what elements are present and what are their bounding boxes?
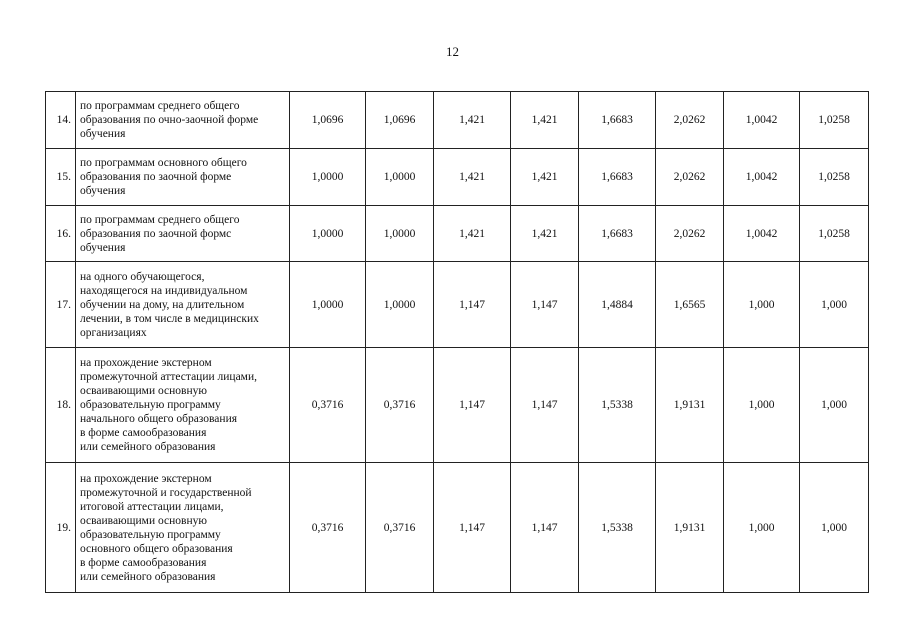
table-row — [46, 149, 869, 206]
row-description — [76, 92, 290, 149]
table-row — [46, 206, 869, 262]
row-description — [76, 463, 290, 593]
coefficient-cell: 1,5338 — [579, 463, 656, 593]
coefficient-cell: 2,0262 — [656, 149, 724, 206]
coefficient-cell: 1,421 — [511, 206, 579, 262]
coefficient-cell: 0,3716 — [290, 348, 366, 463]
coefficient-cell: 1,147 — [511, 463, 579, 593]
coefficient-cell: 0,3716 — [366, 348, 434, 463]
table-row — [46, 262, 869, 348]
description-line: на одного обучающегося, — [80, 270, 205, 283]
coefficient-cell: 1,0000 — [366, 262, 434, 348]
coefficient-cell: 1,147 — [434, 262, 511, 348]
coefficient-cell: 2,0262 — [656, 206, 724, 262]
coefficient-cell: 2,0262 — [656, 92, 724, 149]
row-number: 16. — [46, 206, 76, 262]
coefficient-cell: 1,0042 — [724, 149, 800, 206]
description-line: осваивающими основную — [80, 385, 207, 397]
coefficient-cell: 1,000 — [724, 463, 800, 593]
description-line: обучения — [80, 185, 126, 197]
description-line: образования по заочной форме — [80, 171, 232, 183]
coefficient-cell: 0,3716 — [366, 463, 434, 593]
coefficient-cell: 1,5338 — [579, 348, 656, 463]
coefficient-cell: 1,147 — [511, 348, 579, 463]
coefficient-cell: 1,147 — [434, 463, 511, 593]
description-line: или семейного образования — [80, 570, 216, 583]
description-line: обучения — [80, 128, 126, 140]
coefficient-cell: 1,9131 — [656, 348, 724, 463]
row-number: 17. — [46, 262, 76, 348]
description-line: на прохождение экстерном — [80, 472, 212, 485]
description-line: основного общего образования — [80, 542, 233, 555]
description-line: образовательную программу — [80, 399, 221, 411]
description-line: в форме самообразования — [80, 427, 207, 439]
coefficient-cell: 1,0258 — [800, 149, 869, 206]
coefficient-cell: 1,0042 — [724, 206, 800, 262]
description-line: образования по очно-заочной форме — [80, 114, 259, 126]
description-line: или семейного образования — [80, 441, 216, 453]
row-description — [76, 348, 290, 463]
row-number: 14. — [46, 92, 76, 149]
coefficient-cell: 1,000 — [800, 463, 869, 593]
coefficient-cell: 1,6565 — [656, 262, 724, 348]
coefficient-cell: 1,9131 — [656, 463, 724, 593]
row-description — [76, 206, 290, 262]
coefficient-cell: 1,421 — [434, 149, 511, 206]
coefficient-cell: 1,0000 — [290, 149, 366, 206]
description-line: обучения — [80, 241, 126, 254]
description-line: находящегося на индивидуальном — [80, 284, 248, 297]
table-row — [46, 348, 869, 463]
coefficient-cell: 1,0000 — [290, 206, 366, 262]
description-line: образования по заочной формс — [80, 227, 232, 240]
description-line: по программам основного общего — [80, 157, 247, 169]
description-line: в форме самообразования — [80, 556, 207, 569]
coefficient-cell: 1,4884 — [579, 262, 656, 348]
coefficient-cell: 1,0258 — [800, 206, 869, 262]
row-number: 19. — [46, 463, 76, 593]
coefficient-cell: 1,421 — [434, 92, 511, 149]
row-number: 15. — [46, 149, 76, 206]
description-line: промежуточной аттестации лицами, — [80, 371, 257, 383]
coefficient-cell: 1,000 — [724, 262, 800, 348]
coefficient-cell: 1,147 — [511, 262, 579, 348]
table-body — [46, 92, 869, 593]
coefficient-cell: 1,421 — [434, 206, 511, 262]
row-description — [76, 149, 290, 206]
description-line: лечении, в том числе в медицинских — [80, 312, 259, 325]
coefficient-cell: 1,147 — [434, 348, 511, 463]
row-description — [76, 262, 290, 348]
table-row — [46, 463, 869, 593]
table-row — [46, 92, 869, 149]
coefficient-cell: 1,0000 — [366, 149, 434, 206]
row-number: 18. — [46, 348, 76, 463]
description-line: по программам среднего общего — [80, 100, 240, 112]
coefficient-cell: 1,000 — [724, 348, 800, 463]
description-line: промежуточной и государственной — [80, 486, 252, 499]
description-line: по программам среднего общего — [80, 213, 240, 226]
coefficient-cell: 0,3716 — [290, 463, 366, 593]
coefficient-cell: 1,0000 — [290, 262, 366, 348]
description-line: на прохождение экстерном — [80, 357, 212, 369]
page-number: 12 — [446, 44, 459, 59]
coefficient-cell: 1,000 — [800, 348, 869, 463]
description-line: обучении на дому, на длительном — [80, 298, 245, 311]
coefficient-cell: 1,421 — [511, 149, 579, 206]
coefficient-cell: 1,6683 — [579, 92, 656, 149]
coefficient-cell: 1,000 — [800, 262, 869, 348]
description-line: начального общего образования — [80, 413, 238, 425]
coefficient-cell: 1,0696 — [290, 92, 366, 149]
coefficient-cell: 1,0696 — [366, 92, 434, 149]
coefficient-cell: 1,6683 — [579, 206, 656, 262]
coefficient-cell: 1,0258 — [800, 92, 869, 149]
coefficient-cell: 1,0000 — [366, 206, 434, 262]
description-line: итоговой аттестации лицами, — [80, 500, 224, 513]
coefficient-cell: 1,0042 — [724, 92, 800, 149]
coefficient-cell: 1,6683 — [579, 149, 656, 206]
coefficient-cell: 1,421 — [511, 92, 579, 149]
description-line: образовательную программу — [80, 528, 221, 541]
description-line: осваивающими основную — [80, 514, 207, 527]
coefficients-table — [45, 91, 869, 593]
description-line: организациях — [80, 326, 147, 339]
